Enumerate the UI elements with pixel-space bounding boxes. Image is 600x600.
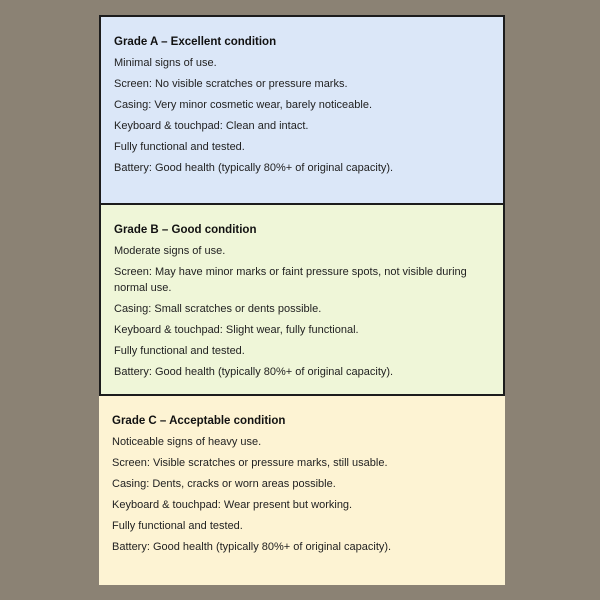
grade-a-line: Keyboard & touchpad: Clean and intact. — [114, 120, 309, 132]
grade-c-line: Casing: Dents, cracks or worn areas possible. — [112, 478, 336, 490]
grade-a-line: Screen: No visible scratches or pressure marks. — [114, 78, 348, 90]
grade-b-line: Moderate signs of use. — [114, 245, 226, 257]
grade-c-section — [99, 396, 505, 585]
grade-a-section — [99, 15, 505, 205]
grade-b-section — [99, 203, 505, 396]
grading-panel — [99, 15, 505, 585]
grade-a-line: Battery: Good health (typically 80%+ of original capacity). — [114, 162, 394, 174]
grade-c-line: Keyboard & touchpad: Wear present but working. — [112, 499, 353, 511]
grade-b-line: Battery: Good health (typically 80%+ of original capacity). — [114, 366, 394, 378]
grade-b-line: Screen: May have minor marks or faint pressure spots, not visible during normal use. — [114, 266, 467, 294]
grade-b-title: Grade B – Good condition — [114, 224, 257, 236]
grade-b-line: Fully functional and tested. — [114, 345, 245, 357]
grade-a-title: Grade A – Excellent condition — [114, 36, 277, 48]
grade-c-line: Fully functional and tested. — [112, 520, 243, 532]
grade-c-line: Battery: Good health (typically 80%+ of original capacity). — [112, 541, 392, 553]
grade-a-line: Minimal signs of use. — [114, 57, 217, 69]
grade-c-line: Screen: Visible scratches or pressure marks, still usable. — [112, 457, 388, 469]
grade-b-line: Casing: Small scratches or dents possible. — [114, 303, 322, 315]
grade-a-line: Fully functional and tested. — [114, 141, 245, 153]
grade-a-line: Casing: Very minor cosmetic wear, barely noticeable. — [114, 99, 373, 111]
grade-b-line: Keyboard & touchpad: Slight wear, fully functional. — [114, 324, 359, 336]
grade-c-title: Grade C – Acceptable condition — [112, 415, 286, 427]
grade-c-line: Noticeable signs of heavy use. — [112, 436, 262, 448]
